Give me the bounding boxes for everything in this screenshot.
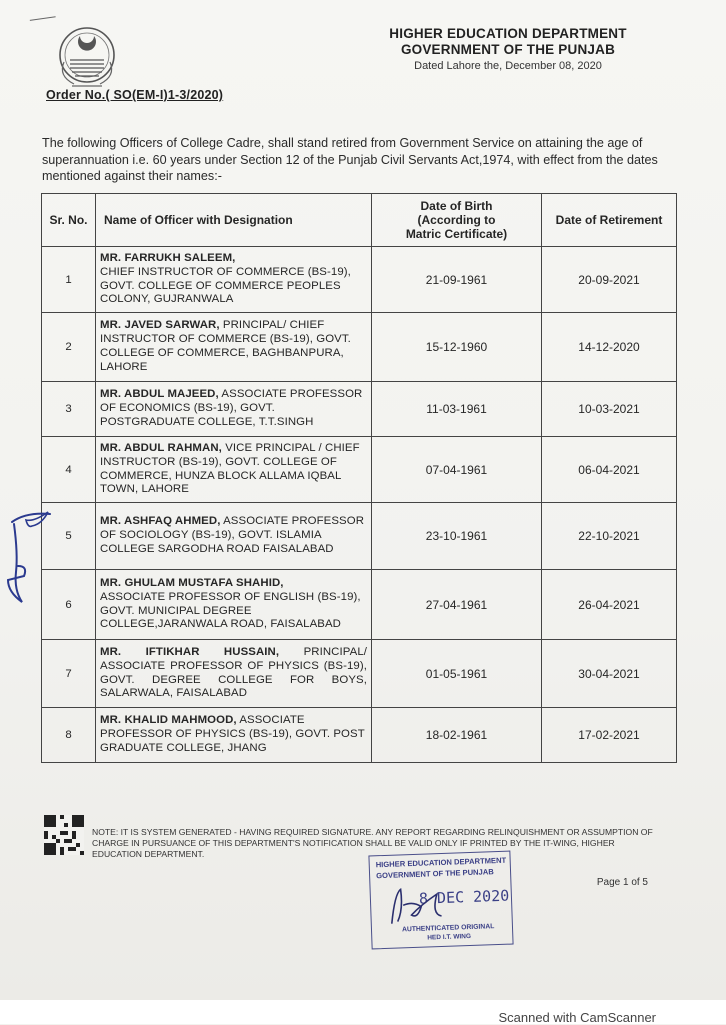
qr-code-icon: [44, 815, 84, 855]
officer-name: MR. GHULAM MUSTAFA SHAHID,: [100, 576, 284, 589]
cell-dob: 11-03-1961: [372, 382, 542, 437]
header-dob-line: Date of Birth: [420, 199, 493, 213]
signature-mark: [382, 881, 474, 929]
stamp-line: AUTHENTICATED ORIGINAL: [401, 923, 495, 934]
table-row: [42, 437, 677, 503]
table-row: [42, 247, 677, 313]
cell-dob: 21-09-1961: [372, 247, 542, 313]
officer-name: MR. ABDUL MAJEED,: [100, 388, 219, 401]
issue-date: Dated Lahore the, December 08, 2020: [414, 60, 602, 72]
scanner-watermark: Scanned with CamScanner: [498, 1010, 656, 1025]
cell-retirement: 06-04-2021: [542, 437, 677, 503]
cell-dob: 27-04-1961: [372, 570, 542, 640]
cell-dob: 07-04-1961: [372, 437, 542, 503]
table-row: [42, 708, 677, 763]
cell-retirement: 17-02-2021: [542, 708, 677, 763]
header-sr: Sr. No.: [42, 194, 96, 247]
table-row: [42, 640, 677, 708]
officers-table: [41, 193, 677, 763]
punjab-emblem-icon: [50, 22, 124, 92]
cell-dob: 18-02-1961: [372, 708, 542, 763]
officer-designation: ASSOCIATE PROFESSOR OF PHYSICS (BS-19), GOVT. POST GRADUATE COLLEGE, JHANG: [100, 714, 365, 754]
cell-dob: 23-10-1961: [372, 503, 542, 570]
cell-name: [96, 247, 372, 313]
cell-sr: 1: [42, 247, 96, 313]
header-dob-line: Matric Certificate): [405, 227, 508, 241]
cell-retirement: 30-04-2021: [542, 640, 677, 708]
cell-retirement: 26-04-2021: [542, 570, 677, 640]
officer-designation: PRINCIPAL/ CHIEF INSTRUCTOR OF COMMERCE (BS-19), GOVT. COLLEGE OF COMMERCE, BAGHBANPURA, LAHORE: [100, 319, 351, 373]
cell-dob: 15-12-1960: [372, 313, 542, 382]
stamp-line: HED I.T. WING: [427, 932, 472, 942]
officer-designation: PRINCIPAL/ ASSOCIATE PROFESSOR OF PHYSICS (BS-19), GOVT. DEGREE COLLEGE FOR BOYS, SALARWALA, FAISALABAD: [100, 645, 368, 700]
table-row: [42, 503, 677, 570]
header-dob-line: (According to: [417, 213, 496, 227]
officer-designation: CHIEF INSTRUCTOR OF COMMERCE (BS-19), GOVT. COLLEGE OF COMMERCE PEOPLES COLONY, GUJRANWALA: [100, 265, 351, 306]
cell-retirement: 10-03-2021: [542, 382, 677, 437]
cell-name: [96, 708, 372, 763]
cell-name: [96, 437, 372, 503]
margin-pen-mark: [2, 508, 56, 606]
cell-retirement: 14-12-2020: [542, 313, 677, 382]
stamp-line: GOVERNMENT OF THE PUNJAB: [375, 867, 494, 881]
government-name: GOVERNMENT OF THE PUNJAB: [400, 42, 616, 57]
cell-name: [96, 503, 372, 570]
officer-designation: ASSOCIATE PROFESSOR OF ENGLISH (BS-19), GOVT. MUNICIPAL DEGREE COLLEGE,JARANWALA ROAD, FAISALABAD: [100, 590, 361, 631]
table-header-row: [42, 194, 677, 247]
cell-retirement: 22-10-2021: [542, 503, 677, 570]
officer-name: MR. IFTIKHAR HUSSAIN,: [100, 645, 280, 658]
stamp-date: 8 DEC 2020: [418, 886, 510, 908]
intro-paragraph: The following Officers of College Cadre, shall stand retired from Government Service on attaining the age of superannuation i.e. 60 years under Section 12 of the Punjab Civil Servants Act,1974, with effect from the dates mentioned against their names:-: [42, 136, 658, 183]
table-row: [42, 570, 677, 640]
cell-retirement: 20-09-2021: [542, 247, 677, 313]
cell-name: [96, 382, 372, 437]
officer-name: MR. FARRUKH SALEEM,: [100, 251, 236, 264]
officer-name: MR. KHALID MAHMOOD,: [100, 714, 237, 727]
header-dob: [372, 194, 542, 247]
officer-designation: VICE PRINCIPAL / CHIEF INSTRUCTOR (BS-19), GOVT. COLLEGE OF COMMERCE, HUNZA BLOCK ALLAMA IQBAL TOWN, LAHORE: [100, 441, 360, 496]
cell-name: [96, 570, 372, 640]
cell-name: [96, 640, 372, 708]
table-row: [42, 313, 677, 382]
department-name: HIGHER EDUCATION DEPARTMENT: [389, 26, 627, 41]
cell-name: [96, 313, 372, 382]
officer-designation: ASSOCIATE PROFESSOR OF ECONOMICS (BS-19), GOVT. POSTGRADUATE COLLEGE, T.T.SINGH: [100, 388, 363, 428]
officer-name: MR. ABDUL RAHMAN,: [100, 441, 222, 454]
system-generated-note: NOTE: IT IS SYSTEM GENERATED - HAVING REQUIRED SIGNATURE. ANY REPORT REGARDING RELINQUISHMENT OR ASSUMPTION OF CHARGE IN PURSUANCE OF THIS DEPARTMENT'S NOTIFICATION SHALL BE VALID ONLY IF PRINTED BY THE IT-WING, HIGHER EDUCATION DEPARTMENT.: [92, 827, 653, 859]
cell-dob: 01-05-1961: [372, 640, 542, 708]
officer-name: MR. ASHFAQ AHMED,: [100, 515, 221, 528]
cell-sr: 2: [42, 313, 96, 382]
officer-designation: ASSOCIATE PROFESSOR OF SOCIOLOGY (BS-19), GOVT. ISLAMIA COLLEGE SARGODHA ROAD FAISALABAD: [100, 515, 365, 555]
order-number: Order No.( SO(EM-I)1-3/2020): [46, 88, 224, 102]
header-name: Name of Officer with Designation: [96, 194, 372, 247]
cell-sr: 6: [42, 570, 96, 640]
stamp-line: HIGHER EDUCATION DEPARTMENT: [375, 855, 507, 870]
department-header: [368, 26, 648, 72]
cell-sr: 3: [42, 382, 96, 437]
header-retirement: Date of Retirement: [542, 194, 677, 247]
page-number: Page 1 of 5: [596, 877, 648, 888]
cell-sr: 8: [42, 708, 96, 763]
authentication-stamp: [368, 851, 513, 950]
cell-sr: 5: [42, 503, 96, 570]
cell-sr: 7: [42, 640, 96, 708]
officer-name: MR. JAVED SARWAR,: [100, 319, 220, 332]
cell-sr: 4: [42, 437, 96, 503]
table-row: [42, 382, 677, 437]
